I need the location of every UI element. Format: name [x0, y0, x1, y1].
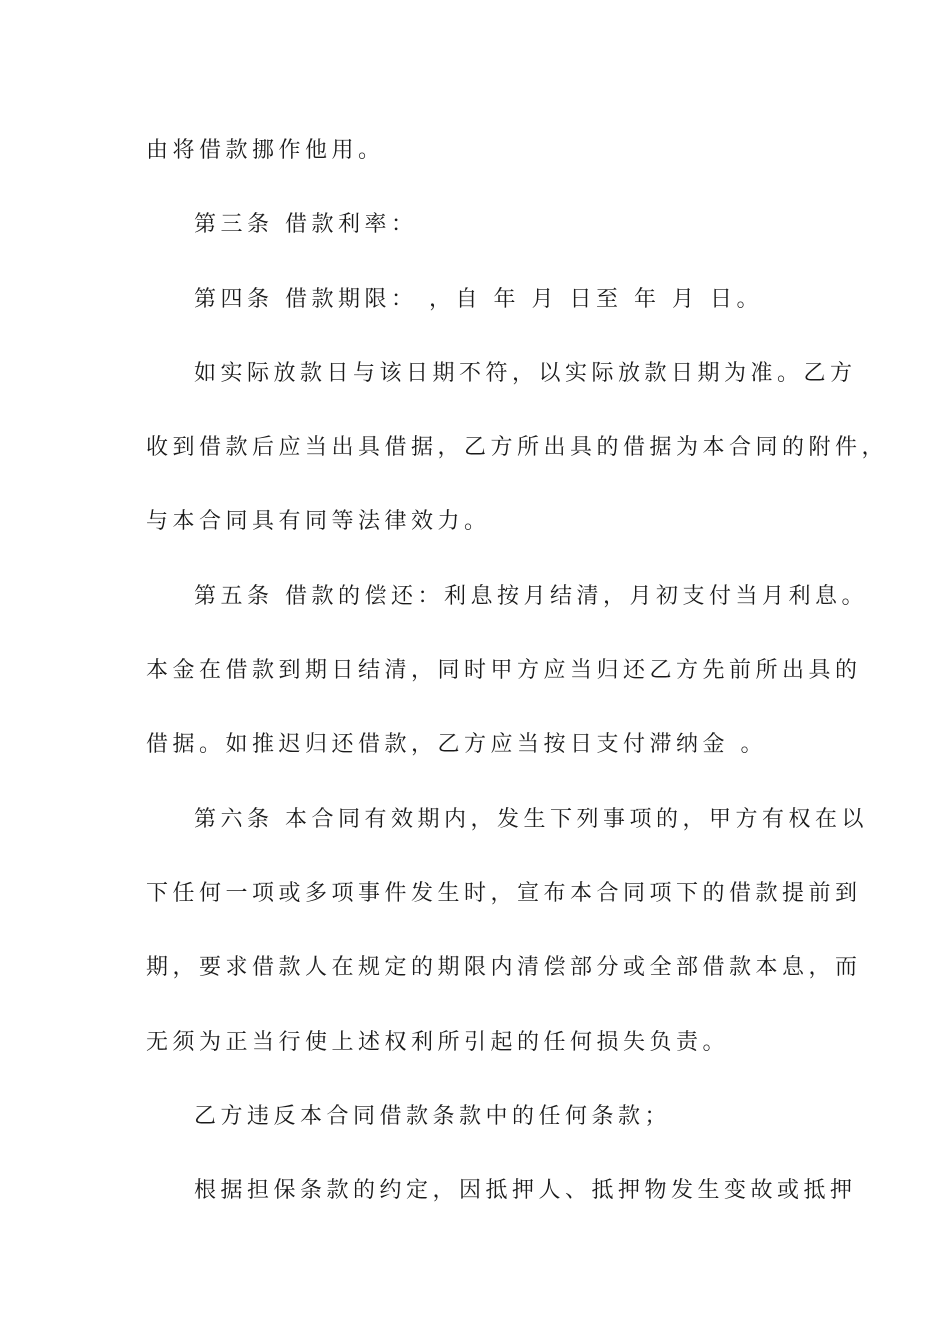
text-line: 下任何一项或多项事件发生时，宣布本合同项下的借款提前到: [146, 880, 862, 906]
text-line: 第三条 借款利率：: [194, 212, 418, 238]
text-line: 如实际放款日与该日期不符，以实际放款日期为准。乙方: [194, 360, 857, 386]
text-line: 由将借款挪作他用。: [146, 138, 385, 163]
text-line: 与本合同具有同等法律效力。: [146, 509, 491, 535]
text-line: 期，要求借款人在规定的期限内清偿部分或全部借款本息，而: [146, 955, 862, 981]
text-line: 无须为正当行使上述权利所引起的任何损失负责。: [146, 1029, 730, 1055]
text-line: 第六条 本合同有效期内，发生下列事项的，甲方有权在以: [194, 806, 868, 832]
text-line: 借据。如推迟归还借款，乙方应当按日支付滞纳金 。: [146, 732, 767, 758]
text-line: 根据担保条款的约定，因抵押人、抵押物发生变故或抵押: [194, 1178, 857, 1204]
document-body: [146, 127, 889, 1241]
text-line: 收到借款后应当出具借据，乙方所出具的借据为本合同的附件，: [146, 435, 889, 461]
text-line: 第四条 借款期限： ，自 年 月 日至 年 月 日。: [194, 286, 763, 312]
text-line: 第五条 借款的偿还：利息按月结清，月初支付当月利息。: [194, 583, 868, 609]
text-line: 本金在借款到期日结清，同时甲方应当归还乙方先前所出具的: [146, 658, 862, 684]
text-line: 乙方违反本合同借款条款中的任何条款；: [194, 1103, 672, 1129]
